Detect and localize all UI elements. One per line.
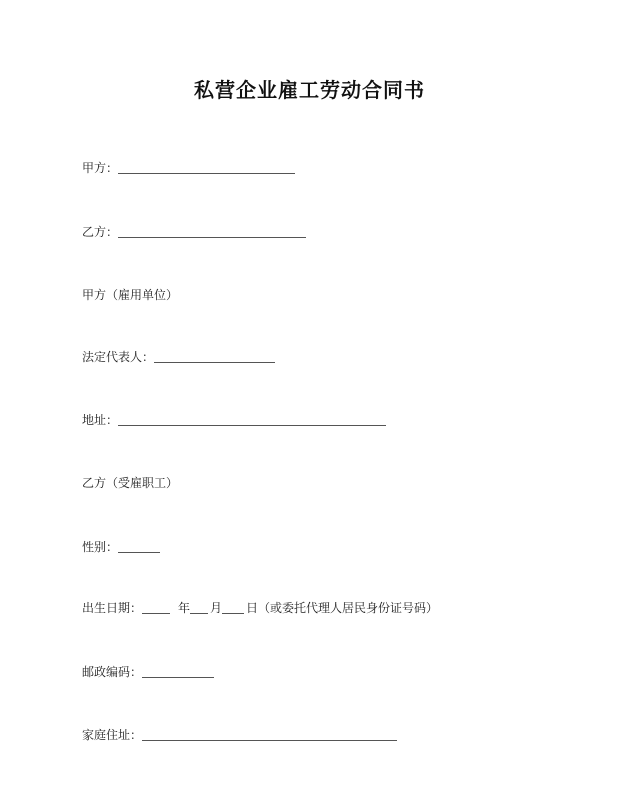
postal-code-label: 邮政编码： bbox=[82, 665, 143, 679]
gender-label: 性别： bbox=[82, 540, 119, 554]
party-b-employee-row bbox=[82, 475, 178, 491]
party-a-employer-heading: 甲方（雇用单位） bbox=[82, 288, 179, 302]
birth-year-blank[interactable] bbox=[142, 601, 170, 614]
address-blank[interactable] bbox=[118, 413, 386, 426]
birth-month-blank[interactable] bbox=[190, 601, 208, 614]
party-b-employee-heading: 乙方（受雇职工） bbox=[82, 476, 179, 490]
party-a-row bbox=[82, 160, 297, 176]
gender-blank[interactable] bbox=[118, 540, 160, 553]
legal-rep-row bbox=[82, 349, 277, 365]
party-a-employer-row bbox=[82, 287, 178, 303]
legal-rep-label: 法定代表人： bbox=[82, 350, 155, 364]
address-row bbox=[82, 412, 388, 428]
address-label: 地址： bbox=[82, 413, 119, 427]
party-a-blank[interactable] bbox=[118, 161, 295, 174]
month-label: 月 bbox=[210, 601, 223, 615]
home-address-blank[interactable] bbox=[142, 728, 397, 741]
legal-rep-blank[interactable] bbox=[154, 350, 275, 363]
birth-date-row bbox=[82, 600, 438, 616]
day-note-label: 日（或委托代理人居民身份证号码） bbox=[246, 601, 439, 615]
postal-code-row bbox=[82, 664, 216, 680]
home-address-label: 家庭住址： bbox=[82, 728, 143, 742]
document-title: 私营企业雇工劳动合同书 bbox=[194, 78, 425, 102]
gender-row bbox=[82, 539, 162, 555]
party-b-label: 乙方： bbox=[82, 225, 119, 239]
party-a-label: 甲方： bbox=[82, 161, 119, 175]
birth-day-blank[interactable] bbox=[222, 601, 244, 614]
birth-date-label: 出生日期： bbox=[82, 601, 143, 615]
party-b-row bbox=[82, 224, 308, 240]
home-address-row bbox=[82, 727, 399, 743]
postal-code-blank[interactable] bbox=[142, 665, 214, 678]
party-b-blank[interactable] bbox=[118, 225, 306, 238]
year-label: 年 bbox=[178, 601, 191, 615]
